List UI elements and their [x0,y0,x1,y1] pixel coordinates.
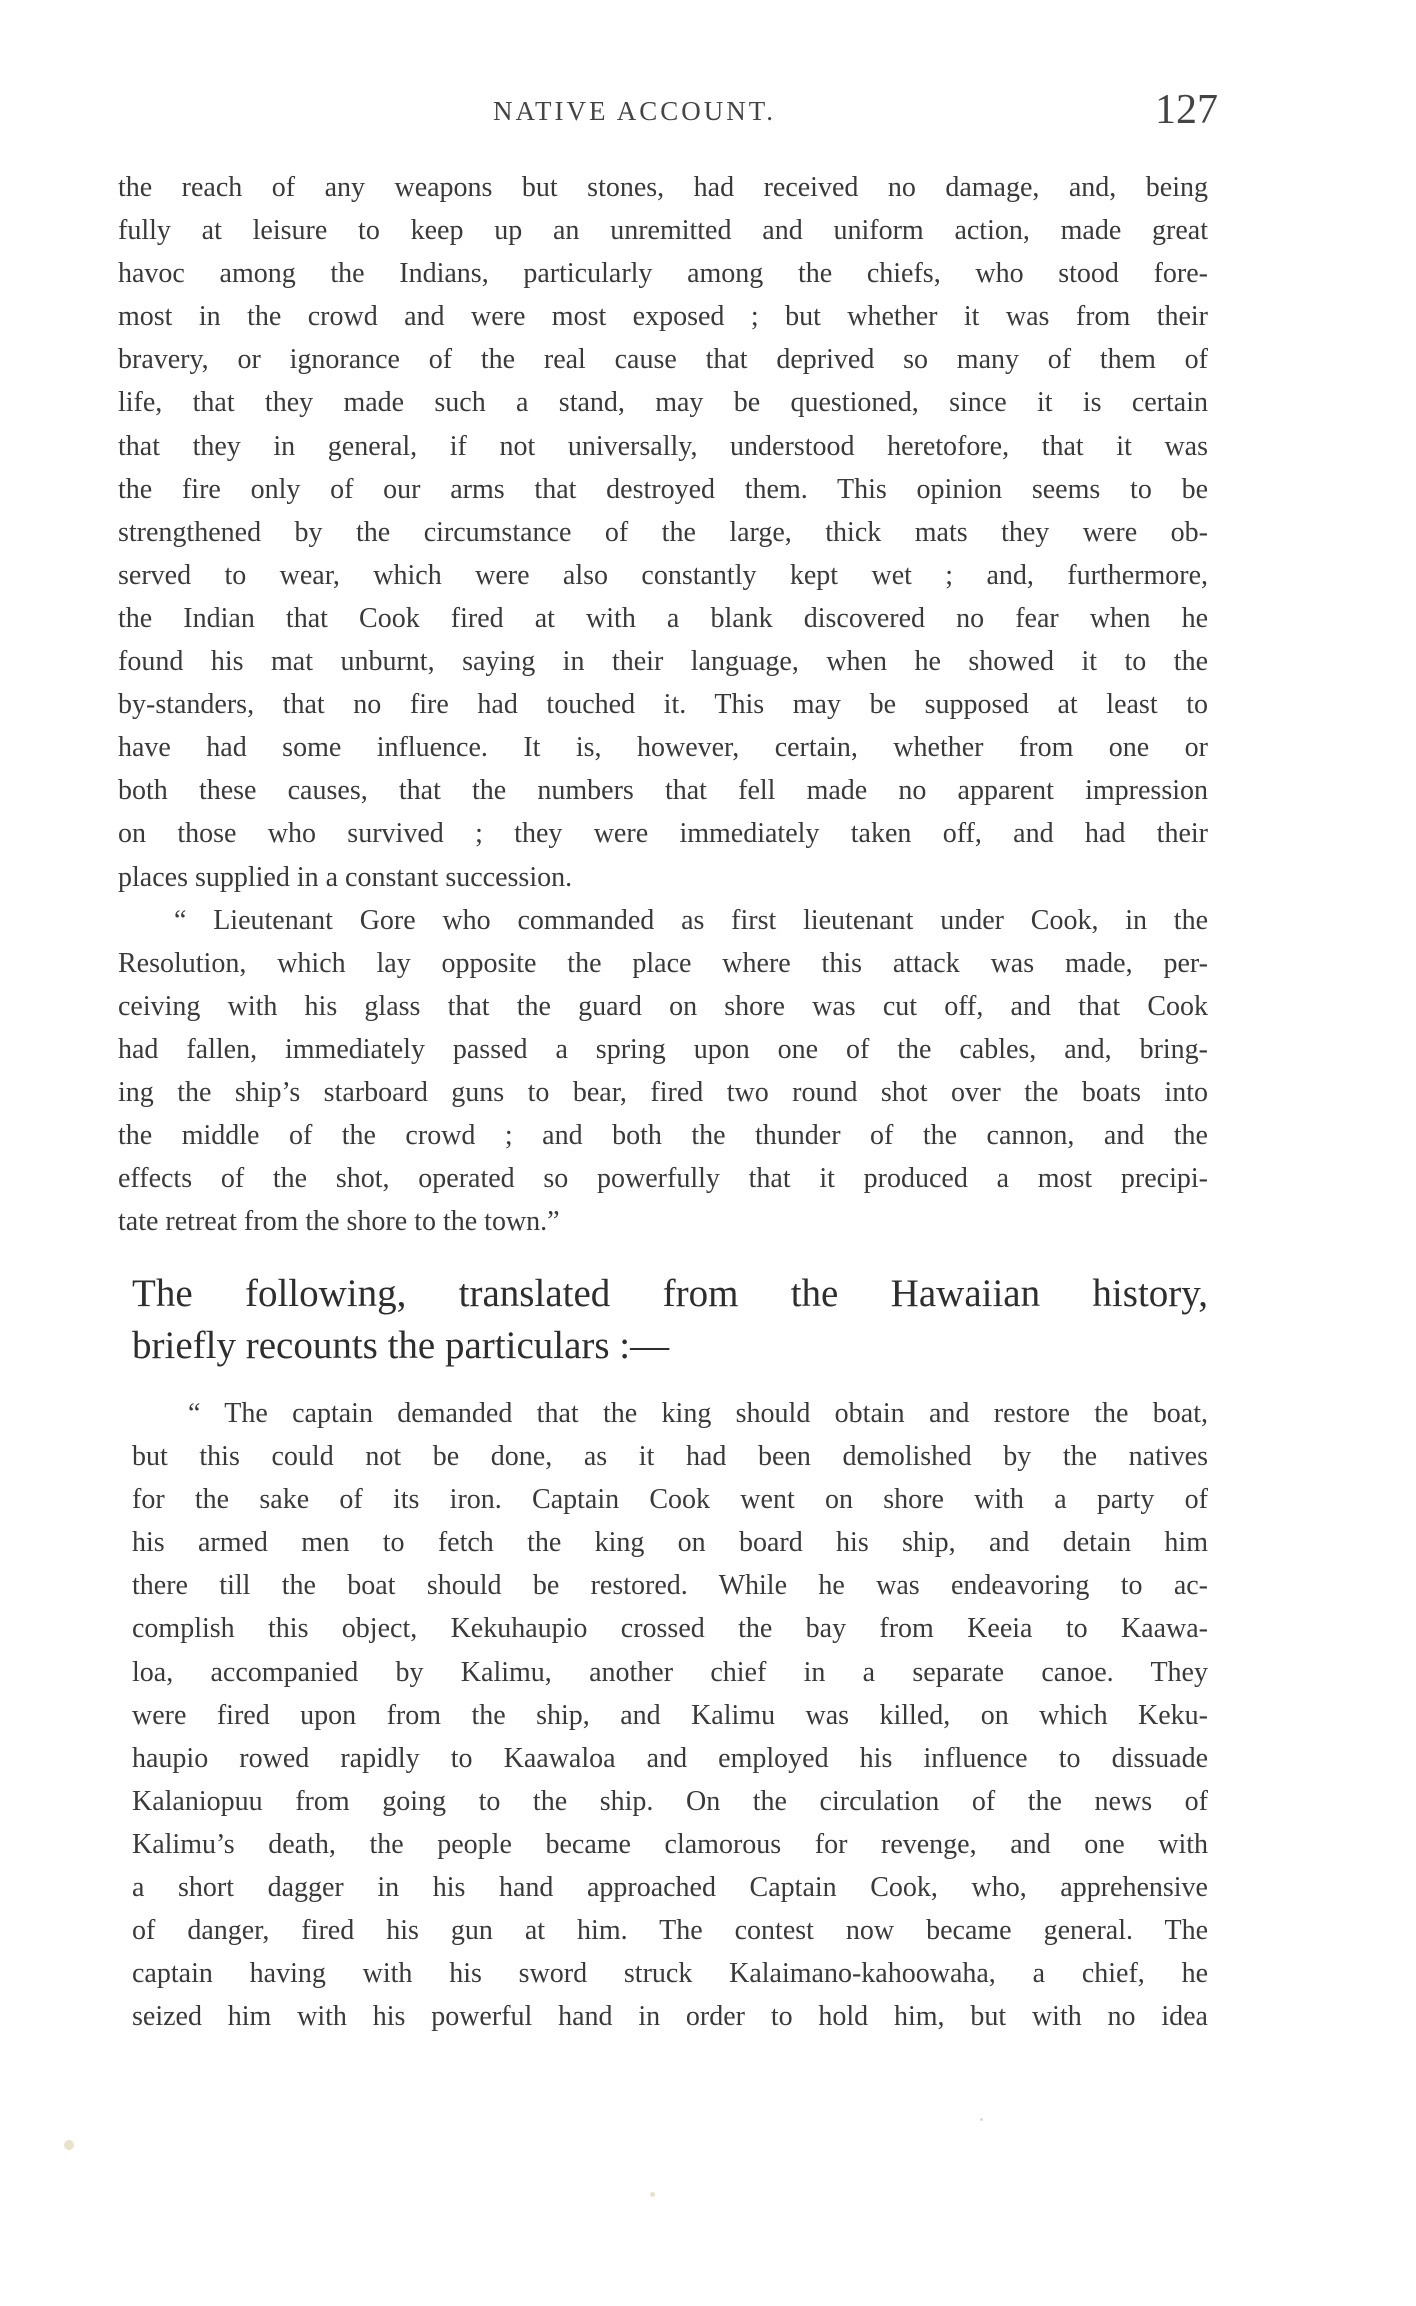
text-line: but this could not be done, as it had been demolished by the natives [132,1441,1208,1473]
text-line: ceiving with his glass that the guard on shore was cut off, and that Cook [118,990,1208,1022]
text-line: for the sake of its iron. Captain Cook went on shore with a party of [132,1484,1208,1516]
paragraph-gore [118,899,1208,1244]
text-line: had fallen, immediately passed a spring upon one of the cables, and, bring- [118,1033,1208,1065]
text-line: haupio rowed rapidly to Kaawaloa and employed his influence to dissuade [132,1742,1208,1774]
running-head [118,86,1218,146]
text-line: bravery, or ignorance of the real cause that deprived so many of them of [118,344,1208,376]
text-line: a short dagger in his hand approached Captain Cook, who, apprehensive [132,1872,1208,1904]
text-line: “ Lieutenant Gore who commanded as first lieutenant under Cook, in the [174,904,1208,936]
text-line: the middle of the crowd ; and both the thunder of the cannon, and the [118,1120,1208,1152]
text-line: by-standers, that no fire had touched it. This may be supposed at least to [118,689,1208,721]
text-line: tate retreat from the shore to the town.” [118,1206,560,1238]
text-line: complish this object, Kekuhaupio crossed the bay from Keeia to Kaawa- [132,1613,1208,1645]
text-line: captain having with his sword struck Kalaimano-kahoowaha, a chief, he [132,1958,1208,1990]
text-line: seized him with his powerful hand in order to hold him, but with no idea [132,2001,1208,2033]
paper-speck [650,2192,655,2197]
body-text [118,166,1208,1243]
text-line: that they in general, if not universally, understood heretofore, that it was [118,430,1208,462]
text-line: places supplied in a constant succession. [118,861,573,893]
running-title: NATIVE ACCOUNT. [493,96,776,126]
text-line: most in the crowd and were most exposed ; but whether it was from their [118,301,1208,333]
text-line: Kalaniopuu from going to the ship. On the circulation of the news of [132,1785,1208,1817]
heading-line: The following, translated from the Hawaiian history, [132,1272,1208,1315]
heading-line: briefly recounts the particulars :— [132,1324,670,1367]
text-line: found his mat unburnt, saying in their language, when he showed it to the [118,646,1208,678]
text-line: have had some influence. It is, however, certain, whether from one or [118,732,1208,764]
text-line: ing the ship’s starboard guns to bear, fired two round shot over the boats into [118,1076,1208,1108]
text-line: served to wear, which were also constantly kept wet ; and, furthermore, [118,559,1208,591]
text-line: “ The captain demanded that the king should obtain and restore the boat, [188,1398,1208,1429]
text-line: strengthened by the circumstance of the large, thick mats they were ob- [118,516,1208,548]
text-line: the reach of any weapons but stones, had received no damage, and, being [118,172,1208,203]
hawaiian-history-quote [132,1392,1208,2038]
text-line: both these causes, that the numbers that fell made no apparent impression [118,775,1208,807]
text-line: loa, accompanied by Kalimu, another chief in a separate canoe. They [132,1656,1208,1688]
text-line: the Indian that Cook fired at with a blank discovered no fear when he [118,602,1208,634]
paper-speck [980,2118,983,2121]
text-line: Kalimu’s death, the people became clamorous for revenge, and one with [132,1828,1208,1860]
text-line: the fire only of our arms that destroyed them. This opinion seems to be [118,473,1208,505]
text-line: life, that they made such a stand, may be questioned, since it is certain [118,387,1208,419]
paragraph-continued [118,166,1208,899]
paper-speck [64,2140,74,2150]
text-line: of danger, fired his gun at him. The contest now became general. The [132,1915,1208,1947]
page-number: 127 [1155,87,1218,133]
section-intro-heading [132,1268,1208,1372]
text-line: fully at leisure to keep up an unremitted and uniform action, made great [118,215,1208,247]
text-line: were fired upon from the ship, and Kalimu was killed, on which Keku- [132,1699,1208,1731]
text-line: there till the boat should be restored. While he was endeavoring to ac- [132,1570,1208,1602]
text-line: Resolution, which lay opposite the place where this attack was made, per- [118,947,1208,979]
text-line: his armed men to fetch the king on board his ship, and detain him [132,1527,1208,1559]
text-line: havoc among the Indians, particularly among the chiefs, who stood fore- [118,258,1208,290]
text-line: effects of the shot, operated so powerfully that it produced a most precipi- [118,1163,1208,1195]
text-line: on those who survived ; they were immediately taken off, and had their [118,818,1208,850]
